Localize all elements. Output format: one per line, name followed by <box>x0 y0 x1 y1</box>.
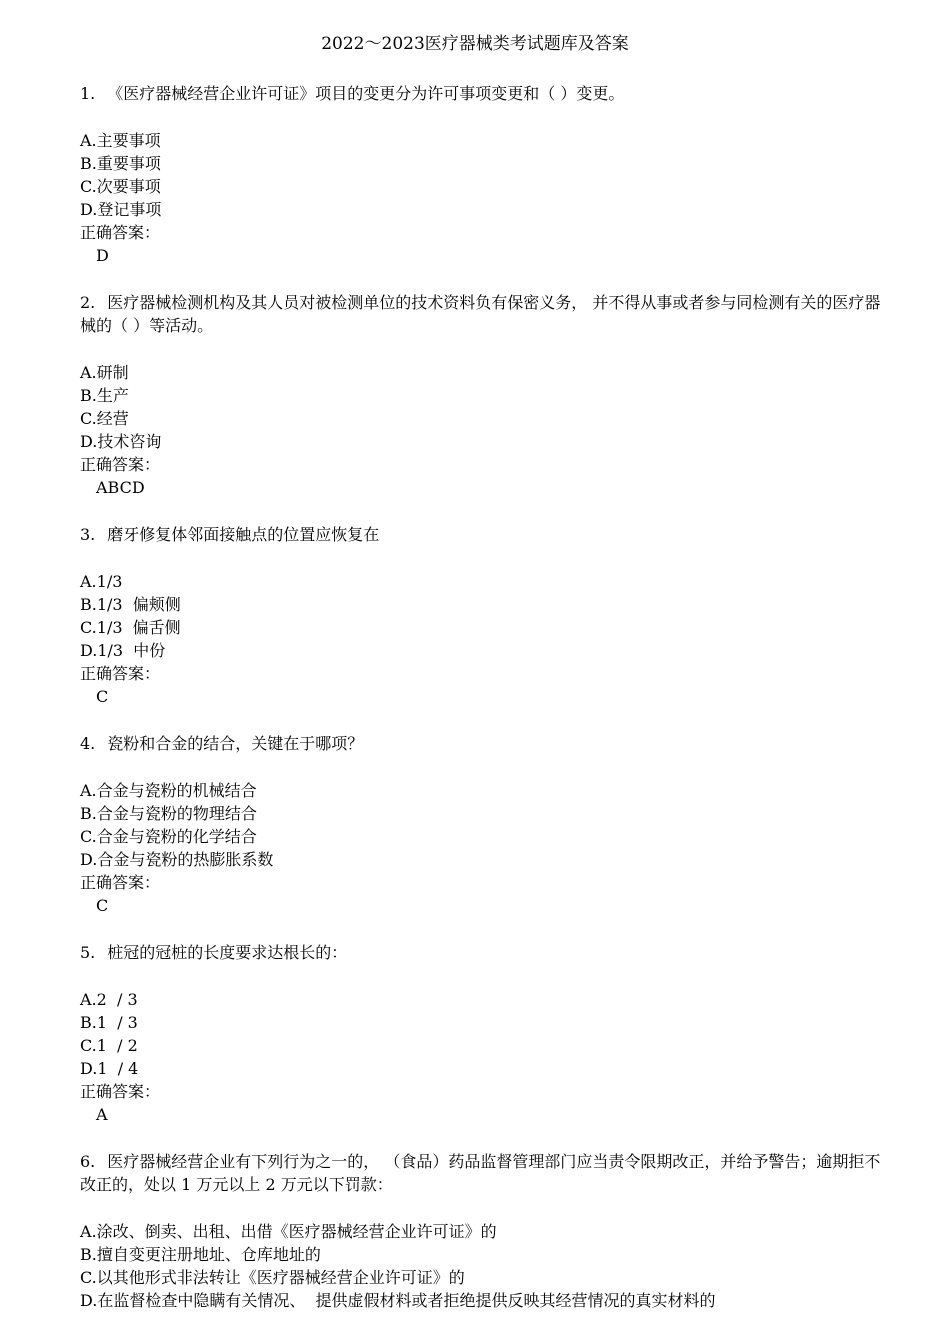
answer-value: C <box>96 896 109 915</box>
question-list <box>80 82 895 1336</box>
option-d: D.在监督检查中隐瞒有关情况、 提供虚假材料或者拒绝提供反映其经营情况的真实材料的 <box>80 1291 716 1310</box>
question-number: 6. <box>80 1152 96 1171</box>
option-a: A.1/3 <box>80 572 123 591</box>
answer-value: C <box>96 687 109 706</box>
question-text: 医疗器械经营企业有下列行为之一的， （食品）药品监督管理部门应当责令限期改正，并给予警告；逾期拒不改正的，处以 1 万元以上 2 万元以下罚款： <box>80 1152 881 1194</box>
option-c: C.经营 <box>80 409 129 428</box>
question-6 <box>80 1150 895 1312</box>
option-d: D.登记事项 <box>80 200 162 219</box>
option-b: B.合金与瓷粉的物理结合 <box>80 804 257 823</box>
option-a: A.合金与瓷粉的机械结合 <box>80 781 257 800</box>
option-c: C.次要事项 <box>80 177 161 196</box>
document-title: 2022～2023医疗器械类考试题库及答案 <box>321 34 629 54</box>
option-b: B.重要事项 <box>80 154 161 173</box>
option-a: A.研制 <box>80 363 129 382</box>
question-stem <box>80 291 895 337</box>
question-stem <box>80 941 895 964</box>
answer-value: D <box>96 246 109 265</box>
question-stem <box>80 82 895 105</box>
question-stem <box>80 1150 895 1196</box>
question-text: 《医疗器械经营企业许可证》项目的变更分为许可事项变更和（ ）变更。 <box>107 84 625 103</box>
question-number: 5. <box>80 943 96 962</box>
question-number: 4. <box>80 734 96 753</box>
option-b: B.擅自变更注册地址、仓库地址的 <box>80 1245 321 1264</box>
answer-label: 正确答案： <box>80 1082 161 1101</box>
option-c: C.以其他形式非法转让《医疗器械经营企业许可证》的 <box>80 1268 465 1287</box>
answer-value: A <box>96 1105 108 1124</box>
option-d: D.1 / 4 <box>80 1059 139 1078</box>
option-c: C.1/3 偏舌侧 <box>80 618 181 637</box>
question-text: 医疗器械检测机构及其人员对被检测单位的技术资料负有保密义务， 并不得从事或者参与同检测有关的医疗器械的（ ）等活动。 <box>80 293 881 335</box>
option-b: B.生产 <box>80 386 129 405</box>
question-number: 1. <box>80 84 96 103</box>
option-a: A.主要事项 <box>80 131 161 150</box>
option-b: B.1/3 偏颊侧 <box>80 595 181 614</box>
answer-value: ABCD <box>96 478 145 497</box>
option-c: C.1 / 2 <box>80 1036 138 1055</box>
question-text: 磨牙修复体邻面接触点的位置应恢复在 <box>107 525 380 544</box>
answer-label: 正确答案： <box>80 455 161 474</box>
question-text: 瓷粉和合金的结合，关键在于哪项？ <box>107 734 364 753</box>
option-d: D.合金与瓷粉的热膨胀系数 <box>80 850 274 869</box>
option-c: C.合金与瓷粉的化学结合 <box>80 827 257 846</box>
question-stem <box>80 732 895 755</box>
question-number: 2. <box>80 293 96 312</box>
option-a: A.2 / 3 <box>80 990 138 1009</box>
answer-label: 正确答案： <box>80 664 161 683</box>
question-5 <box>80 941 895 1126</box>
question-2 <box>80 291 895 499</box>
answer-label: 正确答案： <box>80 873 161 892</box>
answer-label: 正确答案： <box>80 223 161 242</box>
option-a: A.涂改、倒卖、出租、出借《医疗器械经营企业许可证》的 <box>80 1222 497 1241</box>
option-d: D.技术咨询 <box>80 432 162 451</box>
option-d: D.1/3 中份 <box>80 641 166 660</box>
question-3 <box>80 523 895 708</box>
question-number: 3. <box>80 525 96 544</box>
option-b: B.1 / 3 <box>80 1013 138 1032</box>
question-1 <box>80 82 895 267</box>
question-text: 桩冠的冠桩的长度要求达根长的： <box>107 943 348 962</box>
question-4 <box>80 732 895 917</box>
question-stem <box>80 523 895 546</box>
